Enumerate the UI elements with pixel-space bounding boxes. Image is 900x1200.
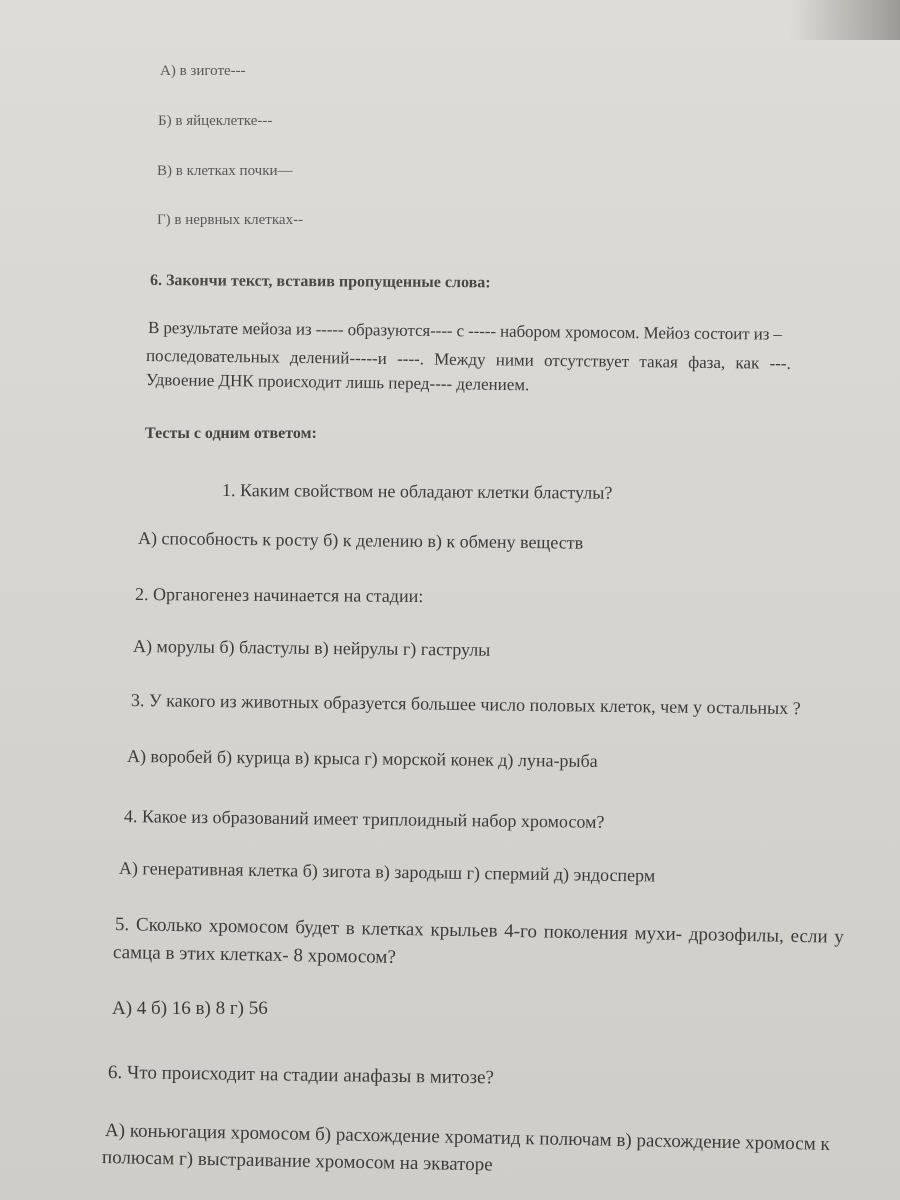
answers-1: А) способность к росту б) к делению в) к обмену веществ (137, 528, 584, 553)
question-6: 6. Что происходит на стадии анафазы в митозе? (107, 1062, 495, 1089)
option-a-zygote: А) в зиготе--- (160, 63, 246, 79)
task6-text-line-2: последовательных делений-----и ----. Между ними отсутствует такая фаза, как ---. (145, 346, 791, 373)
question-2: 2. Органогенез начинается на стадии: (134, 584, 424, 607)
answers-4: А) генеративная клетка б) зигота в) зародыш г) спермий д) эндосперм (118, 858, 656, 886)
answers-6-line-1: А) коньюгация хромосом б) расхождение хроматид к полючам в) расхождение хромосм к (104, 1120, 830, 1155)
question-4: 4. Какое из образований имеет триплоидный набор хромосом? (123, 806, 605, 832)
task6-heading: 6. Закончи текст, вставив пропущенные слова: (149, 272, 491, 292)
page-shadow-edge (790, 0, 900, 40)
option-g-nerve-cells: Г) в нервных клетках-- (157, 212, 304, 228)
question-5-line-2: самца в этих клетках- 8 хромосом? (112, 942, 397, 968)
option-b-egg-cell: Б) в яйцеклетке--- (158, 113, 273, 129)
tests-heading: Тесты с одним ответом: (145, 425, 317, 442)
option-v-kidney-cells: В) в клетках почки— (157, 163, 293, 179)
answers-5: А) 4 б) 16 в) 8 г) 56 (112, 998, 268, 1019)
question-5-line-1: 5. Сколько хромосом будет в клетках крыльев 4-го поколения мухи- дрозофилы, если у (114, 914, 845, 948)
answers-6-line-2: полюсам г) выстраивание хромосом на экваторе (101, 1147, 493, 1176)
question-1: 1. Каким свойством не обладают клетки бластулы? (221, 480, 613, 503)
task6-text-line-1: В результате мейоза из ----- образуются---- с ----- набором хромосом. Мейоз состоит из – (147, 318, 782, 344)
question-3: 3. У какого из животных образуется большее число половых клеток, чем у остальных ? (130, 690, 801, 719)
task6-text-line-3: Удвоение ДНК происходит лишь перед---- делением. (145, 370, 530, 395)
answers-3: А) воробей б) курица в) крыса г) морской конек д) луна-рыба (126, 746, 598, 771)
answers-2: А) морулы б) бластулы в) нейрулы г) гаструлы (132, 636, 491, 660)
